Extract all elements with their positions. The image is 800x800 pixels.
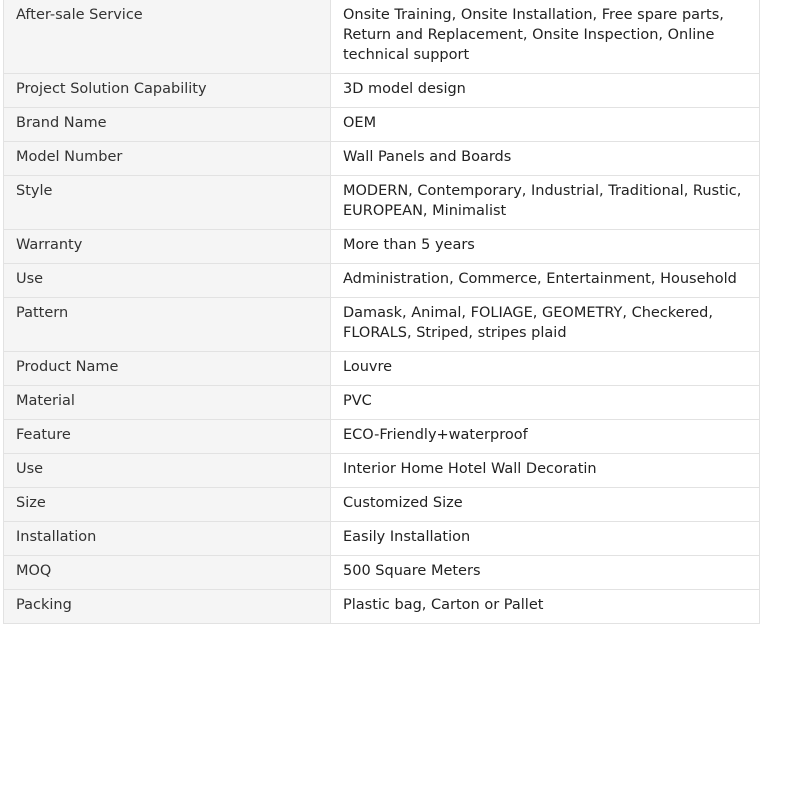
attribute-row-project-solution-capability: [4, 74, 760, 108]
attribute-row-style: [4, 176, 760, 230]
attribute-name: Product Name: [4, 352, 331, 386]
attribute-value: Onsite Training, Onsite Installation, Free spare parts, Return and Replacement, Onsite Inspection, Online technical support: [331, 0, 760, 74]
attribute-value: MODERN, Contemporary, Industrial, Traditional, Rustic, EUROPEAN, Minimalist: [331, 176, 760, 230]
attribute-name: Project Solution Capability: [4, 74, 331, 108]
attribute-row-product-name: [4, 352, 760, 386]
attribute-row-after-sale-service: [4, 0, 760, 74]
attribute-row-size: [4, 488, 760, 522]
attribute-row-use-2: [4, 454, 760, 488]
attribute-name: MOQ: [4, 556, 331, 590]
attribute-value: 3D model design: [331, 74, 760, 108]
attribute-value: Plastic bag, Carton or Pallet: [331, 590, 760, 624]
attribute-name: Material: [4, 386, 331, 420]
attribute-name: Feature: [4, 420, 331, 454]
attribute-value: Damask, Animal, FOLIAGE, GEOMETRY, Checkered, FLORALS, Striped, stripes plaid: [331, 298, 760, 352]
attribute-name: Style: [4, 176, 331, 230]
attribute-row-packing: [4, 590, 760, 624]
attribute-name: After-sale Service: [4, 0, 331, 74]
attribute-value: Wall Panels and Boards: [331, 142, 760, 176]
attribute-name: Warranty: [4, 230, 331, 264]
attribute-value: Interior Home Hotel Wall Decoratin: [331, 454, 760, 488]
attribute-value: PVC: [331, 386, 760, 420]
attribute-row-material: [4, 386, 760, 420]
attribute-name: Installation: [4, 522, 331, 556]
attribute-row-installation: [4, 522, 760, 556]
attribute-name: Size: [4, 488, 331, 522]
attribute-row-use: [4, 264, 760, 298]
attribute-value: OEM: [331, 108, 760, 142]
attribute-value: 500 Square Meters: [331, 556, 760, 590]
attribute-value: More than 5 years: [331, 230, 760, 264]
attribute-row-pattern: [4, 298, 760, 352]
attribute-name: Use: [4, 454, 331, 488]
attribute-row-feature: [4, 420, 760, 454]
attribute-row-moq: [4, 556, 760, 590]
attribute-row-model-number: [4, 142, 760, 176]
attribute-value: Louvre: [331, 352, 760, 386]
attribute-name: Brand Name: [4, 108, 331, 142]
attribute-value: ECO-Friendly+waterproof: [331, 420, 760, 454]
attribute-value: Customized Size: [331, 488, 760, 522]
attribute-row-warranty: [4, 230, 760, 264]
attribute-name: Pattern: [4, 298, 331, 352]
attribute-value: Easily Installation: [331, 522, 760, 556]
attribute-value: Administration, Commerce, Entertainment, Household: [331, 264, 760, 298]
attribute-row-brand-name: [4, 108, 760, 142]
attribute-name: Model Number: [4, 142, 331, 176]
attribute-name: Use: [4, 264, 331, 298]
product-attributes-table: [3, 0, 760, 624]
attribute-name: Packing: [4, 590, 331, 624]
